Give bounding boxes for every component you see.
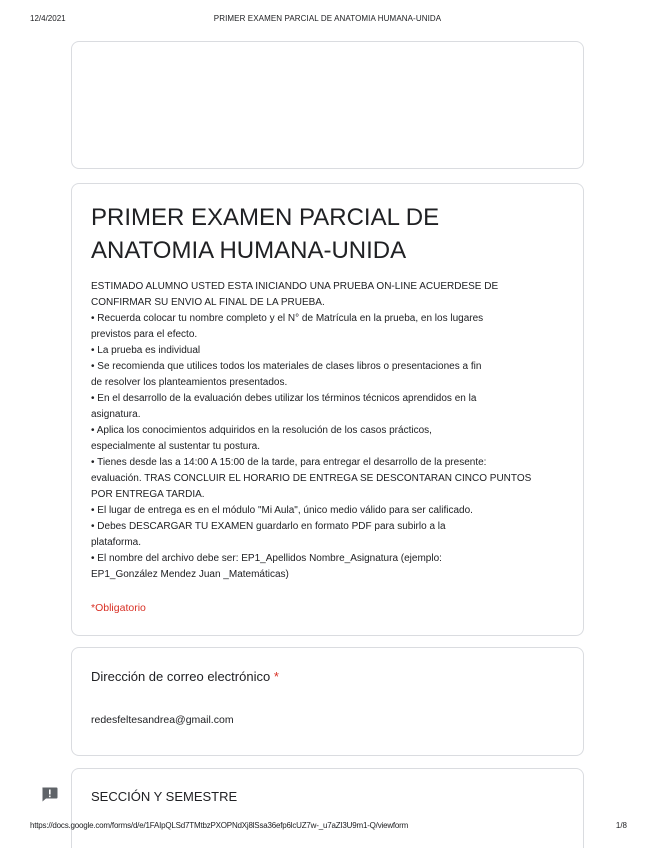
description-line: • Tienes desde las a 14:00 A 15:00 de la tarde, para entregar el desarrollo de la presente: xyxy=(91,457,487,468)
description-line: EP1_González Mendez Juan _Matemáticas) xyxy=(91,569,289,580)
description-line: evaluación. TRAS CONCLUIR EL HORARIO DE ENTREGA SE DESCONTARAN CINCO PUNTOS xyxy=(91,473,532,484)
form-title-line-2: ANATOMIA HUMANA-UNIDA xyxy=(91,237,407,264)
description-line: • Se recomienda que utilices todos los materiales de clases libros o presentaciones a fin xyxy=(91,361,482,372)
section-card xyxy=(71,768,584,848)
description-line: POR ENTREGA TARDIA. xyxy=(91,489,205,500)
section-title: SECCIÓN Y SEMESTRE xyxy=(91,789,238,804)
print-footer xyxy=(0,821,655,833)
description-line: • Aplica los conocimientos adquiridos en la resolución de los casos prácticos, xyxy=(91,425,432,436)
email-question-title xyxy=(91,669,279,684)
description-line: • El nombre del archivo debe ser: EP1_Apellidos Nombre_Asignatura (ejemplo: xyxy=(91,553,442,564)
description-line: CONFIRMAR SU ENVIO AL FINAL DE LA PRUEBA. xyxy=(91,297,325,308)
required-asterisk: * xyxy=(273,669,279,684)
feedback-icon[interactable] xyxy=(41,787,58,802)
print-page-number: 1/8 xyxy=(615,821,627,830)
email-question-card xyxy=(71,647,584,756)
form-title xyxy=(91,201,561,267)
required-note: *Obligatorio xyxy=(91,602,146,614)
header-banner-card xyxy=(71,41,584,169)
print-title: PRIMER EXAMEN PARCIAL DE ANATOMIA HUMANA-UNIDA xyxy=(213,14,442,23)
description-line: • El lugar de entrega es en el módulo "Mi Aula", único medio válido para ser calificado. xyxy=(91,505,473,516)
description-line: asignatura. xyxy=(91,409,141,420)
description-line: • En el desarrollo de la evaluación debes utilizar los términos técnicos aprendidos en la xyxy=(91,393,477,404)
print-date: 12/4/2021 xyxy=(30,14,66,23)
description-line: previstos para el efecto. xyxy=(91,329,198,340)
print-header xyxy=(0,14,655,26)
description-line: • Debes DESCARGAR TU EXAMEN guardarlo en formato PDF para subirlo a la xyxy=(91,521,446,532)
email-question-label: Dirección de correo electrónico xyxy=(91,669,271,684)
description-line: especialmente al sustentar tu postura. xyxy=(91,441,260,452)
description-line: plataforma. xyxy=(91,537,142,548)
form-description xyxy=(91,279,571,583)
email-answer: redesfeltesandrea@gmail.com xyxy=(91,714,234,726)
description-line: de resolver los planteamientos presentados. xyxy=(91,377,288,388)
description-line: • La prueba es individual xyxy=(91,345,201,356)
description-line: ESTIMADO ALUMNO USTED ESTA INICIANDO UNA PRUEBA ON-LINE ACUERDESE DE xyxy=(91,281,499,292)
description-line: • Recuerda colocar tu nombre completo y el N° de Matrícula en la prueba, en los lugares xyxy=(91,313,484,324)
form-title-line-1: PRIMER EXAMEN PARCIAL DE xyxy=(91,204,440,231)
form-intro-card xyxy=(71,183,584,636)
print-url: https://docs.google.com/forms/d/e/1FAIpQLSd7TMtbzPXOPNdXj8lSsa36efp6lcUZ7w-_u7aZI3U9m1-Q/viewform xyxy=(30,821,409,830)
